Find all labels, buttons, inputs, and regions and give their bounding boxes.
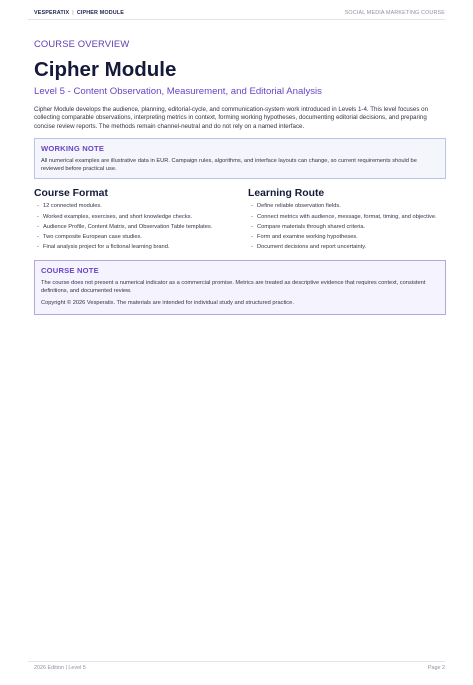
bullet-icon: - (251, 233, 253, 240)
list-item-text: Audience Profile, Content Matrix, and Observation Table templates. (43, 223, 213, 230)
page-footer (34, 665, 445, 671)
learning-route-list (248, 203, 446, 251)
bullet-icon: - (37, 203, 39, 210)
header-brand (34, 10, 124, 16)
module-name: CIPHER MODULE (76, 10, 124, 16)
bullet-icon: - (37, 223, 39, 230)
bullet-icon: - (251, 243, 253, 250)
course-format-title: Course Format (34, 188, 108, 200)
list-item (34, 214, 248, 222)
list-item (248, 224, 446, 232)
course-note-title: COURSE NOTE (41, 265, 99, 275)
working-note-text: All numerical examples are illustrative data in EUR. Campaign rules, algorithms, and interface layouts can change, so current requirements should be reviewed before practical use. (41, 157, 417, 173)
intro-paragraph: Cipher Module develops the audience, planning, editorial-cycle, and communication-system work introduced in Levels 1-4. This level focuses on collecting comparable observations, interpreting metrics in context, forming working hypotheses, documenting editorial decisions, and preparing concise review reports. The methods remain channel-neutral and do not rely on a named interface. (34, 105, 429, 131)
list-item-text: Compare materials through shared criteria. (257, 223, 366, 230)
level-label: Level 5 (68, 665, 86, 671)
list-item-text: Define reliable observation fields. (257, 203, 341, 210)
list-item-text: Two composite European case studies. (43, 233, 142, 240)
list-item (34, 203, 248, 211)
working-note-title: WORKING NOTE (41, 143, 105, 153)
list-item (34, 224, 248, 232)
footer-separator: | (65, 665, 67, 671)
bullet-icon: - (37, 233, 39, 240)
list-item (248, 214, 446, 222)
footer-edition (34, 665, 86, 671)
list-item (248, 203, 446, 211)
course-name: SOCIAL MEDIA MARKETING COURSE (344, 10, 445, 16)
list-item-text: Final analysis project for a fictional learning brand. (43, 243, 170, 250)
list-item (248, 244, 446, 252)
header-separator: | (72, 10, 74, 16)
bullet-icon: - (251, 213, 253, 220)
learning-route-title: Learning Route (248, 188, 325, 200)
page-subtitle: Level 5 - Content Observation, Measurement, and Editorial Analysis (34, 85, 322, 97)
course-note-text: The course does not present a numerical indicator as a commercial promise. Metrics are treated as descriptive evidence that requires context, consistent definitions, and documented review. (41, 279, 426, 294)
list-item (34, 244, 248, 252)
page-header (34, 7, 445, 19)
two-column-section (34, 188, 446, 253)
course-format-column (34, 188, 248, 253)
list-item-text: Form and examine working hypotheses. (257, 233, 358, 240)
bullet-icon: - (37, 213, 39, 220)
header-divider (28, 19, 445, 20)
overview-label: COURSE OVERVIEW (34, 38, 130, 49)
list-item-text: Worked examples, exercises, and short knowledge checks. (43, 213, 193, 220)
copyright-text: Copyright © 2026 Vesperatix. The materials are intended for individual study and structured practice. (41, 300, 294, 307)
main-content (34, 38, 446, 315)
bullet-icon: - (37, 243, 39, 250)
bullet-icon: - (251, 203, 253, 210)
course-format-list (34, 203, 248, 251)
working-note-box (34, 138, 446, 180)
list-item (34, 234, 248, 242)
page-title: Cipher Module (34, 58, 177, 81)
list-item (248, 234, 446, 242)
list-item-text: 12 connected modules. (43, 203, 102, 210)
list-item-text: Connect metrics with audience, message, format, timing, and objective. (257, 213, 437, 220)
learning-route-column (248, 188, 446, 253)
course-note-box (34, 260, 446, 315)
brand-name: VESPERATIX (34, 10, 70, 16)
footer-divider (28, 661, 445, 662)
edition-label: 2026 Edition (34, 665, 64, 671)
list-item-text: Document decisions and report uncertainty. (257, 243, 367, 250)
page-number: Page 2 (427, 665, 445, 671)
bullet-icon: - (251, 223, 253, 230)
